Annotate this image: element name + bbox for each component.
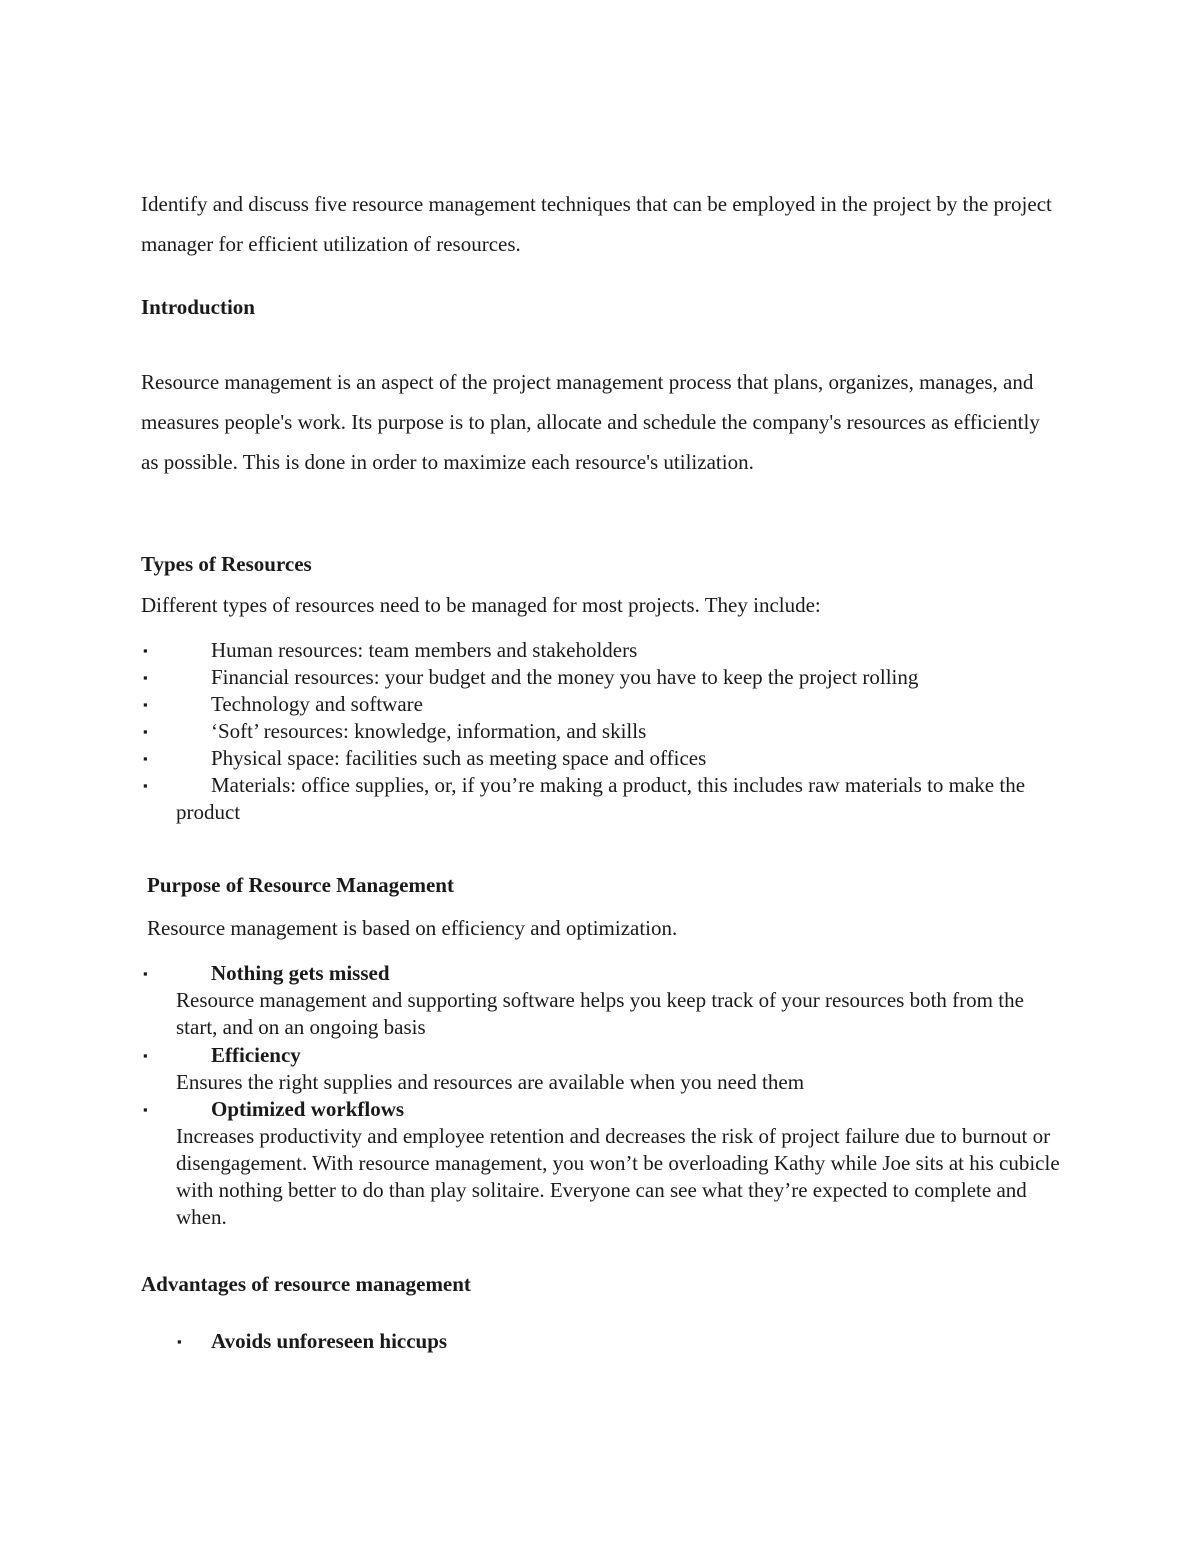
bullet-icon: ▪: [143, 670, 148, 685]
purpose-item-text: Increases productivity and employee retention and decreases the risk of project failure due to burnout or disengagement. With resource management, you won’t be overloading Kathy while Joe sits at his cubicle with nothing better to do than play solitaire. Everyone can see what they’re expected to complete and when.: [176, 1124, 1060, 1229]
bullet-icon: ▪: [143, 1102, 148, 1117]
question-text: Identify and discuss five resource management techniques that can be employed in the project by the project manager for efficient utilization of resources.: [141, 192, 1052, 256]
bullet-icon: ▪: [177, 1334, 182, 1349]
list-item: Human resources: team members and stakeholders: [211, 638, 638, 662]
list-item: Materials: office supplies, or, if you’re making a product, this includes raw materials to make the product: [176, 773, 1026, 824]
types-heading: Types of Resources: [141, 552, 312, 576]
bullet-icon: ▪: [143, 778, 148, 793]
bullet-icon: ▪: [143, 966, 148, 981]
list-item: ‘Soft’ resources: knowledge, information, and skills: [211, 719, 647, 743]
list-item: [176, 1042, 1066, 1096]
types-lead: Different types of resources need to be managed for most projects. They include:: [141, 593, 821, 617]
introduction-heading: Introduction: [141, 295, 255, 319]
purpose-item-text: Resource management and supporting software helps you keep track of your resources both from the start, and on an ongoing basis: [176, 988, 1024, 1039]
list-item: Avoids unforeseen hiccups: [211, 1329, 448, 1353]
bullet-icon: ▪: [143, 1048, 148, 1063]
advantages-heading: Advantages of resource management: [141, 1272, 471, 1296]
purpose-heading: Purpose of Resource Management: [147, 873, 454, 897]
purpose-item-title: Efficiency: [211, 1043, 301, 1067]
list-item: [176, 960, 1066, 1041]
introduction-paragraph: Resource management is an aspect of the project management process that plans, organizes, manages, and measures people's work. Its purpose is to plan, allocate and schedule the company's resources as efficiently as possible. This is done in order to maximize each resource's utilization.: [141, 370, 1040, 474]
list-item: [176, 1096, 1066, 1231]
list-item: Technology and software: [211, 692, 423, 716]
purpose-item-text: Ensures the right supplies and resources are available when you need them: [176, 1070, 805, 1094]
bullet-icon: ▪: [143, 697, 148, 712]
list-item: Physical space: facilities such as meeting space and offices: [211, 746, 707, 770]
list-item: Financial resources: your budget and the money you have to keep the project rolling: [211, 665, 919, 689]
purpose-lead: Resource management is based on efficiency and optimization.: [147, 916, 678, 940]
bullet-icon: ▪: [143, 751, 148, 766]
purpose-item-title: Optimized workflows: [211, 1097, 405, 1121]
purpose-item-title: Nothing gets missed: [211, 961, 390, 985]
bullet-icon: ▪: [143, 724, 148, 739]
bullet-icon: ▪: [143, 643, 148, 658]
